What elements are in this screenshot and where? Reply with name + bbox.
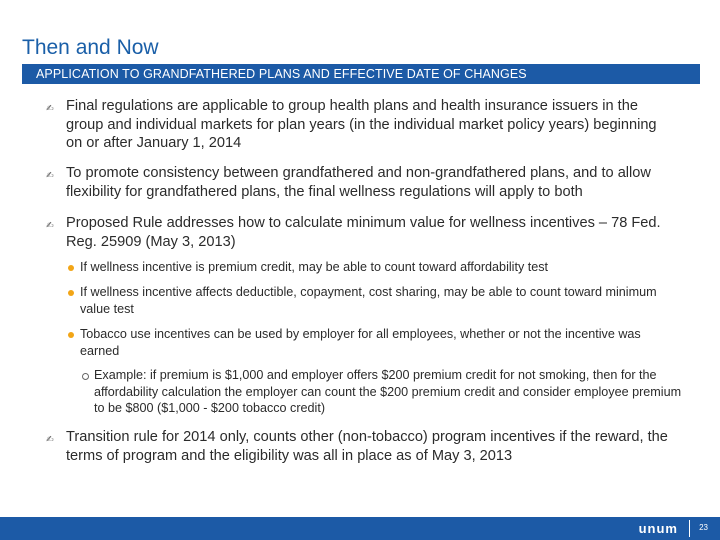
pen-bullet-icon: ✍ <box>46 434 54 444</box>
bullet-text: Final regulations are applicable to group health plans and health insurance issuers in the group and individual markets for plan years (in the individual market policy years) beginning on or after January 1, 2014 <box>66 98 657 151</box>
bullet-text: Transition rule for 2014 only, counts other (non-tobacco) program incentives if the reward, the terms of program and the eligibility was all in place as of May 3, 2013 <box>66 429 668 464</box>
slide-title: Then and Now <box>22 36 159 59</box>
orange-dot-icon <box>68 290 74 296</box>
orange-dot-icon <box>68 332 74 338</box>
sub-bullet-text: If wellness incentive affects deductible, copayment, cost sharing, may be able to count toward minimum value test <box>80 285 657 316</box>
hollow-circle-icon <box>82 373 89 380</box>
pen-bullet-icon: ✍ <box>46 103 54 113</box>
sub-bullet-text: Tobacco use incentives can be used by employer for all employees, whether or not the incentive was earned <box>80 327 641 358</box>
subheading-text: APPLICATION TO GRANDFATHERED PLANS AND EFFECTIVE DATE OF CHANGES <box>36 67 527 81</box>
orange-dot-icon <box>68 265 74 271</box>
bullet-text: Proposed Rule addresses how to calculate minimum value for wellness incentives – 78 Fed. Reg. 25909 (May 3, 2013) <box>66 215 661 250</box>
bullet-text: To promote consistency between grandfathered and non-grandfathered plans, and to allow flexibility for grandfathered plans, the final wellness regulations will apply to both <box>66 165 651 200</box>
pen-bullet-icon: ✍ <box>46 220 54 230</box>
unum-logo: unum <box>638 521 678 536</box>
sub-sub-bullet-text: Example: if premium is $1,000 and employer offers $200 premium credit for not smoking, then for the affordability calculation the employer can count the $200 premium credit and consider employee premium to be $800 ($1,000 - $200 tobacco credit) <box>94 368 682 415</box>
footer-bar <box>0 517 720 540</box>
footer-divider <box>689 520 690 537</box>
page-number: 23 <box>699 523 708 532</box>
sub-bullet-text: If wellness incentive is premium credit, may be able to count toward affordability test <box>80 260 549 274</box>
pen-bullet-icon: ✍ <box>46 170 54 180</box>
